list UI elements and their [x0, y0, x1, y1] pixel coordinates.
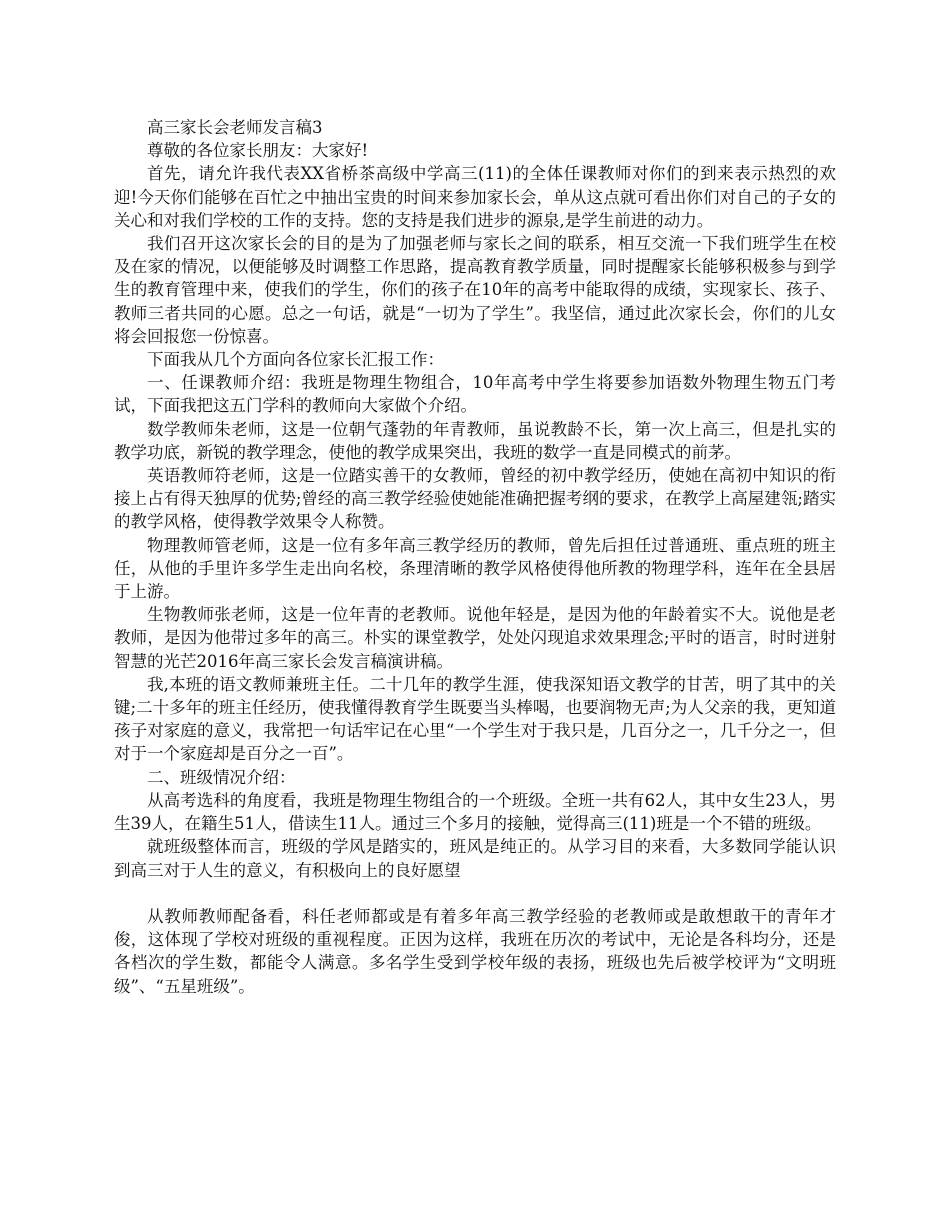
- paragraph-class-heading: 二、班级情况介绍：: [147, 767, 296, 787]
- paragraph-math-teacher: 数学教师朱老师，这是一位朝气蓬勃的年青教师，虽说教龄不长，第一次上高三，但是扎实的教学功底，新锐的教学理念，使他的教学成果突出，我班的数学一直是同模式的前茅。: [114, 419, 836, 462]
- paragraph-physics-teacher: 物理教师管老师，这是一位有多年高三教学经历的教师，曾先后担任过普通班、重点班的班主任，从他的手里许多学生走出向名校，条理清晰的教学风格使得他所教的物理学科，连年在全县居于上游。: [114, 535, 836, 602]
- paragraph-report-heading: 下面我从几个方面向各位家长汇报工作：: [147, 350, 444, 370]
- blank-line: [114, 882, 836, 905]
- paragraph-biology-teacher: 生物教师张老师，这是一位年青的老教师。说他年轻是，是因为他的年龄着实不大。说他是老教师，是因为他带过多年的高三。朴实的课堂教学，处处闪现追求效果理念;平时的语言，时时迸射智慧的光芒2016年高三家长会发言稿演讲稿。: [114, 605, 836, 671]
- paragraph-class-atmosphere: 就班级整体而言，班级的学风是踏实的，班风是纯正的。从学习目的来看，大多数同学能认识到高三对于人生的意义，有积极向上的良好愿望: [114, 837, 836, 880]
- paragraph-chinese-teacher: 我,本班的语文教师兼班主任。二十几年的教学生涯，使我深知语文教学的甘苦，明了其中的关键;二十多年的班主任经历，使我懂得教育学生既要当头棒喝，也要润物无声;为人父亲的我，更知道孩子对家庭的意义，我常把一句话牢记在心里“一个学生对于我只是，几百分之一，几千分之一，但对于一个家庭却是百分之一百”。: [114, 674, 836, 764]
- document-title: 高三家长会老师发言稿3: [147, 118, 323, 137]
- paragraph-teachers-intro: 一、任课教师介绍：我班是物理生物组合，10年高考中学生将要参加语数外物理生物五门考试，下面我把这五门学科的教师向大家做个介绍。: [114, 373, 836, 416]
- greeting: 尊敬的各位家长朋友：大家好!: [147, 141, 369, 161]
- paragraph-purpose: 我们召开这次家长会的目的是为了加强老师与家长之间的联系，相互交流一下我们班学生在校及在家的情况，以便能够及时调整工作思路，提高教育教学质量，同时提醒家长能够积极参与到学生的教育管理中来，使我们的学生，你们的孩子在10年的高考中能取得的成绩，实现家长、孩子、教师三者共同的心愿。总之一句话，就是“一切为了学生”。我坚信，通过此次家长会，你们的儿女将会回报您一份惊喜。: [114, 234, 836, 346]
- document-body: [114, 116, 836, 998]
- paragraph-class-composition: 从高考选科的角度看，我班是物理生物组合的一个班级。全班一共有62人，其中女生23人，男生39人，在籍生51人，借读生11人。通过三个多月的接触，觉得高三(11)班是一个不错的班级。: [114, 790, 836, 834]
- paragraph-closing: 从教师教师配备看，科任老师都或是有着多年高三教学经验的老教师或是敢想敢干的青年才俊，这体现了学校对班级的重视程度。正因为这样，我班在历次的考试中，无论是各科均分，还是各档次的学生数，都能令人满意。多名学生受到学校年级的表扬，班级也先后被学校评为“文明班级”、“五星班级”。: [114, 906, 836, 996]
- paragraph-intro: 首先，请允许我代表XX省桥茶高级中学高三(11)的全体任课教师对你们的到来表示热烈的欢迎!今天你们能够在百忙之中抽出宝贵的时间来参加家长会，单从这点就可看出你们对自己的子女的关心和对我们学校的工作的支持。您的支持是我们进步的源泉,是学生前进的动力。: [114, 164, 836, 230]
- paragraph-english-teacher: 英语教师符老师，这是一位踏实善干的女教师，曾经的初中教学经历，使她在高初中知识的衔接上占有得天独厚的优势;曾经的高三教学经验使她能准确把握考纲的要求，在教学上高屋建瓴;踏实的教学风格，使得教学效果令人称赞。: [114, 466, 836, 532]
